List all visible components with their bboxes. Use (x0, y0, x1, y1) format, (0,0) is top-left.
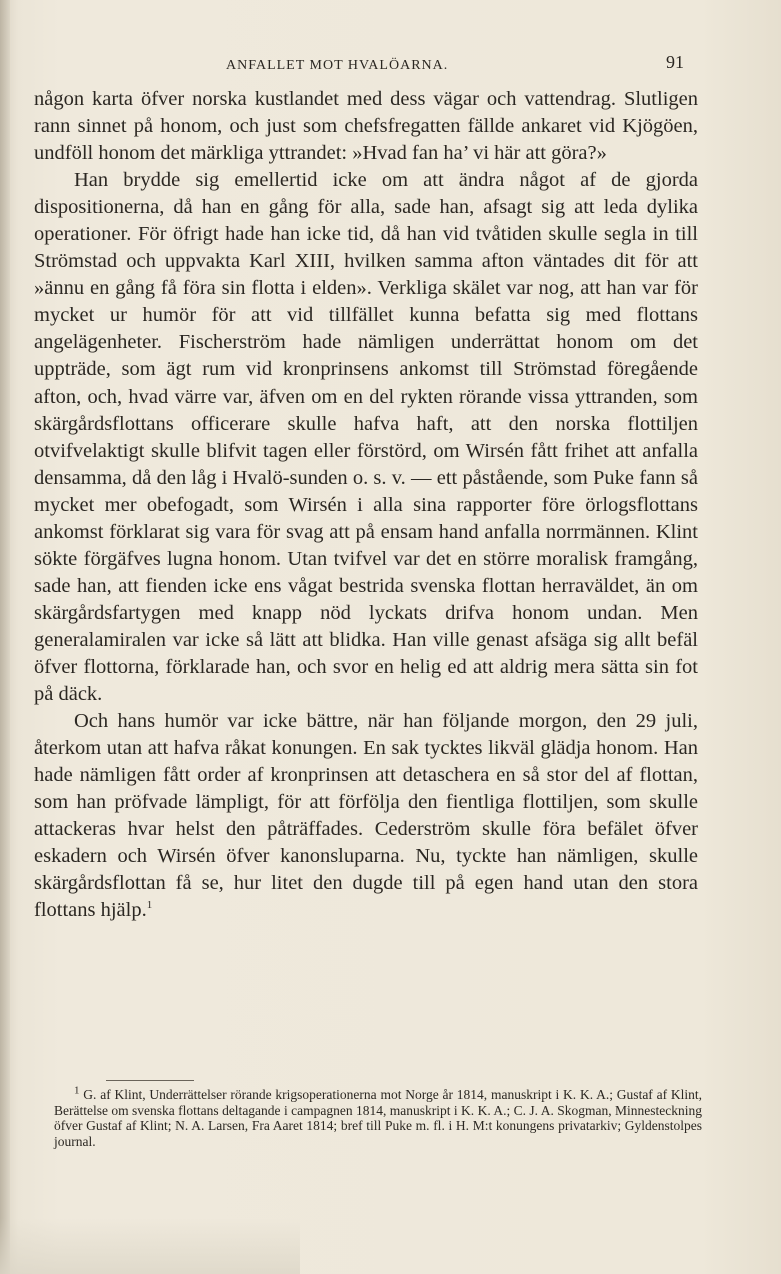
page-number: 91 (666, 52, 684, 72)
paragraph-3-text: Och hans humör var icke bättre, när han följande morgon, den 29 juli, återkom utan att hafva råkat konungen. En sak tycktes likväl glädja honom. Han hade nämligen fått order af kronprinsen att detaschera en så stor del af flottan, som han pröfvade lämpligt, för att förfölja den fientliga flottiljen, som skulle attackeras hvar helst den påträffades. Cederström skulle föra befälet öfver eskadern och Wirsén öfver kanonsluparna. Nu, tyckte han nämligen, skulle skärgårdsflottan få se, hur litet den dugde till på egen hand utan den stora flottans hjälp. (34, 710, 698, 922)
footnote-number: 1 (74, 1084, 80, 1097)
page-stain (0, 1218, 300, 1274)
paragraph-1: någon karta öfver norska kustlandet med dess vägar och vattendrag. Slutligen rann sinnet på honom, och just som chefsfregatten fällde ankaret vid Kjögöen, undföll honom det märkliga yttrandet: »Hvad fan ha’ vi här att göra?» (34, 88, 698, 165)
footnotes (54, 1084, 703, 1149)
footnote-reference: 1 (146, 899, 153, 912)
paragraph-3 (34, 708, 698, 924)
binding-edge (0, 0, 10, 1274)
body-text (34, 86, 698, 924)
running-title: ANFALLET MOT HVALÖARNA. (226, 58, 449, 73)
footnote-1 (54, 1084, 703, 1149)
running-head (30, 52, 710, 80)
footnote-divider (106, 1080, 194, 1081)
footnote-text: G. af Klint, Underrättelser rörande krigsoperationerna mot Norge år 1814, manuskript i K. K. A.; Gustaf af Klint, Berättelse om svenska flottans deltagande i campagnen 1814, manuskript i K. K. A.; C. J. A. Skogman, Minnesteckning öfver Gustaf af Klint; N. A. Larsen, Fra Aaret 1814; bref till Puke m. fl. i H. M:t konungens privatarkiv; Gyldenstolpes journal. (54, 1087, 703, 1149)
paragraph-2: Han brydde sig emellertid icke om att ändra något af de gjorda dispositionerna, då han en gång för alla, sade han, afsagt sig att leda dylika operationer. För öfrigt hade han icke tid, då han vid tvåtiden skulle segla in till Strömstad och uppvakta Karl XIII, hvilken samma afton väntades dit för att »ännu en gång få föra sin flotta i elden». Verkliga skälet var nog, att han var för mycket ur humör för att vid tillfället kunna befatta sig med flottans angelägenheter. Fischerström hade nämligen underrättat honom om det uppträde, som ägt rum vid kronprinsens ankomst till Strömstad föregående afton, och, hvad värre var, äfven om en del rykten rörande vissa yttranden, som skärgårdsflottans officerare skulle hafva haft, att den norska flottiljen otvifvelaktigt skulle blifvit tagen eller förstörd, om Wirsén fått frihet att anfalla densamma, då den låg i Hvalö-sunden o. s. v. — ett påstående, som Puke fann så mycket mer obefogadt, som Wirsén i alla sina rapporter före örlogsflottans ankomst förklarat sig vara för svag att på ensam hand anfalla norrmännen. Klint sökte förgäfves lugna honom. Utan tvifvel var det en större moralisk framgång, sade han, att fienden icke ens vågat bestrida svenska flottan herraväldet, än om skärgårdsfartygen med knapp nöd lyckats drifva honom undan. Men generalamiralen var icke så lätt att blidka. Han ville genast afsäga sig allt befäl öfver flottorna, förklarade han, och svor en helig ed att aldrig mera sätta sin fot på däck. (34, 169, 698, 706)
